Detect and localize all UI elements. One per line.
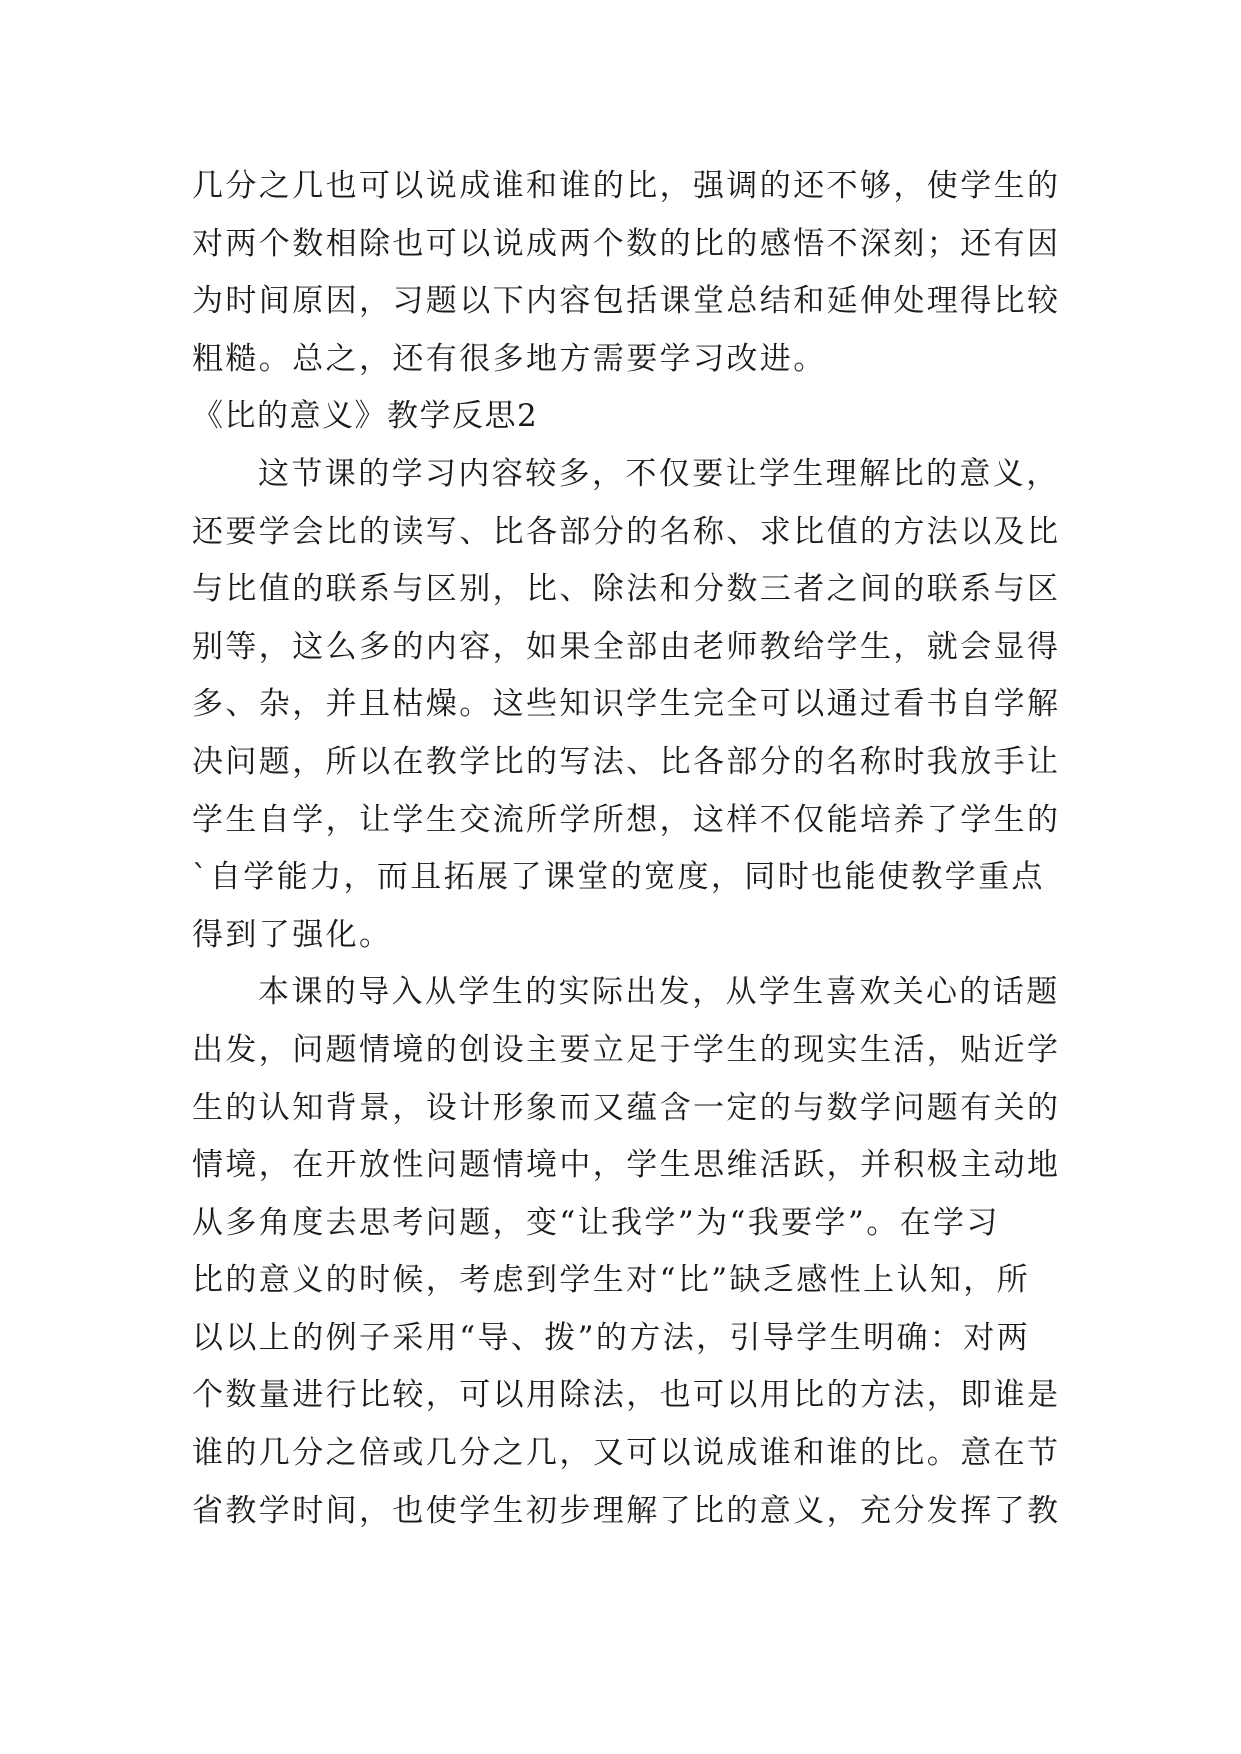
text-line: 几分之几也可以说成谁和谁的比，强调的还不够，使学生的	[192, 168, 1061, 204]
text-line: 本课的导入从学生的实际出发，从学生喜欢关心的话题	[258, 974, 1060, 1011]
text-line: 情境，在开放性问题情境中，学生思维活跃，并积极主动地	[192, 1147, 1061, 1184]
text-line: 个数量进行比较，可以用除法，也可以用比的方法，即谁是	[192, 1377, 1061, 1414]
document-page	[192, 158, 1061, 1540]
text-line: 以以上的例子采用“导、拨”的方法，引导学生明确：对两	[192, 1319, 1031, 1356]
text-line: 粗糙。总之，还有很多地方需要学习改进。	[192, 340, 827, 377]
text-line: `自学能力，而且拓展了课堂的宽度，同时也能使教学重点	[192, 859, 1045, 896]
text-line: 与比值的联系与区别，比、除法和分数三者之间的联系与区	[192, 571, 1061, 608]
text-line: 比的意义的时候，考虑到学生对“比”缺乏感性上认知，所	[192, 1262, 1031, 1299]
text-line: 省教学时间，也使学生初步理解了比的意义，充分发挥了教	[192, 1492, 1061, 1529]
text-line: 生的认知背景，设计形象而又蕴含一定的与数学问题有关的	[192, 1089, 1061, 1126]
paragraph-1	[192, 158, 1061, 388]
text-line: 别等，这么多的内容，如果全部由老师教给学生，就会显得	[192, 628, 1061, 665]
text-line: 为时间原因，习题以下内容包括课堂总结和延伸处理得比较	[192, 283, 1061, 320]
text-line: 学生自学，让学生交流所学所想，这样不仅能培养了学生的	[192, 801, 1061, 838]
paragraph-3	[192, 964, 1061, 1540]
text-line: 出发，问题情境的创设主要立足于学生的现实生活，贴近学	[192, 1031, 1061, 1068]
section-heading: 《比的意义》教学反思2	[192, 398, 539, 435]
text-line: 这节课的学习内容较多，不仅要让学生理解比的意义，	[258, 455, 1060, 492]
text-line: 对两个数相除也可以说成两个数的比的感悟不深刻；还有因	[192, 225, 1061, 262]
paragraph-2	[192, 446, 1061, 964]
text-line: 得到了强化。	[192, 916, 393, 953]
text-line: 决问题，所以在教学比的写法、比各部分的名称时我放手让	[192, 743, 1061, 780]
text-line: 还要学会比的读写、比各部分的名称、求比值的方法以及比	[192, 513, 1061, 550]
text-line: 多、杂，并且枯燥。这些知识学生完全可以通过看书自学解	[192, 686, 1061, 723]
text-line: 从多角度去思考问题，变“让我学”为“我要学”。在学习	[192, 1204, 1000, 1241]
text-line: 谁的几分之倍或几分之几，又可以说成谁和谁的比。意在节	[192, 1435, 1061, 1472]
